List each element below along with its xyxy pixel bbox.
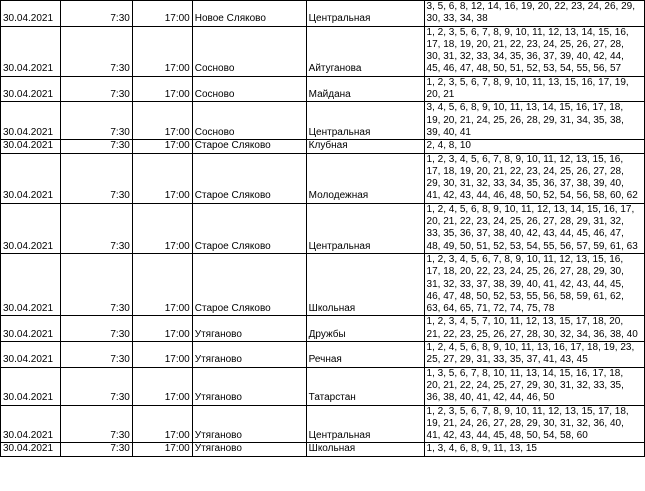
- end-time-text: 17:00: [164, 140, 190, 152]
- end-time-text: 17:00: [164, 190, 190, 202]
- date-cell: [1, 140, 61, 153]
- houses-text: 1, 2, 3, 4, 5, 6, 7, 8, 9, 10, 11, 12, 13, 15, 16, 17, 18, 20, 22, 23, 24, 25, 26, 27, 28, 29, 30, 31, 32, 33, 37, 38, 39, 40, 41, 42, 43, 44, 45, 46, 47, 48, 50, 52, 53, 55, 56, 58, 59, 61, 62, 63, 64, 65, 71, 72, 74, 75, 78: [426, 253, 624, 315]
- village-cell: [192, 140, 306, 153]
- table-row: [1, 153, 645, 203]
- start-time-text: 7:30: [110, 140, 130, 152]
- date-text: 30.04.2021: [3, 392, 54, 404]
- table-row: [1, 140, 645, 153]
- end-time-text: 17:00: [164, 89, 190, 101]
- end-time-cell: [132, 367, 192, 405]
- start-time-cell: [60, 253, 132, 315]
- date-cell: [1, 1, 61, 27]
- end-time-cell: [132, 76, 192, 102]
- village-cell: [192, 367, 306, 405]
- houses-cell: [424, 102, 644, 140]
- end-time-cell: [132, 153, 192, 203]
- village-cell: [192, 102, 306, 140]
- date-text: 30.04.2021: [3, 354, 54, 366]
- houses-cell: [424, 316, 644, 342]
- street-text: Центральная: [308, 126, 371, 138]
- street-cell: [306, 367, 424, 405]
- date-text: 30.04.2021: [3, 89, 54, 101]
- start-time-cell: [60, 367, 132, 405]
- start-time-text: 7:30: [110, 303, 130, 315]
- village-cell: [192, 76, 306, 102]
- village-cell: [192, 405, 306, 443]
- village-text: Утяганово: [194, 443, 242, 455]
- end-time-text: 17:00: [164, 430, 190, 442]
- end-time-cell: [132, 203, 192, 253]
- houses-text: 3, 5, 6, 8, 12, 14, 16, 19, 20, 22, 23, 24, 26, 29, 30, 33, 34, 38: [426, 1, 636, 25]
- street-cell: [306, 405, 424, 443]
- houses-text: 1, 2, 4, 5, 6, 8, 9, 10, 11, 13, 16, 17, 18, 19, 23, 25, 27, 29, 31, 33, 35, 37, 41, 43, 45: [426, 342, 635, 366]
- village-cell: [192, 26, 306, 76]
- date-cell: [1, 26, 61, 76]
- houses-text: 1, 3, 4, 6, 8, 9, 11, 13, 15: [426, 443, 537, 455]
- street-text: Центральная: [308, 430, 371, 442]
- street-cell: [306, 76, 424, 102]
- houses-text: 1, 2, 3, 5, 6, 7, 8, 9, 10, 11, 13, 15, 16, 17, 19, 20, 21: [426, 76, 629, 101]
- houses-text: 1, 3, 5, 6, 7, 8, 10, 11, 13, 14, 15, 16, 17, 18, 20, 21, 22, 24, 25, 27, 29, 30, 31, 32, 33, 35, 36, 38, 40, 41, 42, 44, 46, 50: [426, 367, 624, 404]
- village-cell: [192, 153, 306, 203]
- date-cell: [1, 316, 61, 342]
- end-time-text: 17:00: [164, 392, 190, 404]
- houses-text: 1, 2, 3, 4, 5, 7, 10, 11, 12, 13, 15, 17, 18, 20, 21, 22, 23, 25, 26, 27, 28, 30, 32, 34, 36, 38, 40: [426, 316, 638, 340]
- end-time-cell: [132, 405, 192, 443]
- start-time-cell: [60, 102, 132, 140]
- village-cell: [192, 443, 306, 456]
- date-text: 30.04.2021: [3, 240, 54, 252]
- start-time-text: 7:30: [110, 328, 130, 340]
- end-time-text: 17:00: [164, 63, 190, 75]
- date-text: 30.04.2021: [3, 140, 54, 152]
- start-time-text: 7:30: [110, 430, 130, 442]
- table-row: [1, 26, 645, 76]
- date-text: 30.04.2021: [3, 430, 54, 442]
- start-time-cell: [60, 153, 132, 203]
- houses-text: 3, 4, 5, 6, 8, 9, 10, 11, 13, 14, 15, 16, 17, 18, 19, 20, 21, 24, 25, 26, 28, 29, 31, 34, 35, 38, 39, 40, 41: [426, 102, 624, 138]
- houses-cell: [424, 342, 644, 368]
- table-row: [1, 253, 645, 315]
- houses-text: 1, 2, 4, 5, 6, 8, 9, 10, 11, 12, 13, 14, 15, 16, 17, 20, 21, 22, 23, 24, 25, 26, 27, 28, 29, 31, 32, 33, 35, 36, 37, 38, 40, 42, 43, 44, 45, 46, 47, 48, 49, 50, 51, 52, 53, 54, 55, 56, 57, 59, 61, 63: [426, 203, 638, 252]
- date-text: 30.04.2021: [3, 303, 54, 315]
- start-time-cell: [60, 342, 132, 368]
- village-text: Сосново: [194, 63, 235, 75]
- end-time-cell: [132, 443, 192, 456]
- end-time-cell: [132, 316, 192, 342]
- date-cell: [1, 342, 61, 368]
- table-row: [1, 342, 645, 368]
- street-cell: [306, 1, 424, 27]
- street-cell: [306, 26, 424, 76]
- houses-cell: [424, 443, 644, 456]
- start-time-cell: [60, 1, 132, 27]
- houses-cell: [424, 153, 644, 203]
- street-text: Центральная: [308, 240, 371, 252]
- start-time-text: 7:30: [110, 13, 130, 25]
- end-time-cell: [132, 253, 192, 315]
- street-cell: [306, 443, 424, 456]
- street-text: Школьная: [308, 303, 356, 315]
- start-time-text: 7:30: [110, 443, 130, 455]
- table-row: [1, 316, 645, 342]
- houses-cell: [424, 405, 644, 443]
- houses-cell: [424, 26, 644, 76]
- date-cell: [1, 253, 61, 315]
- street-text: Майдана: [308, 89, 351, 101]
- start-time-text: 7:30: [110, 240, 130, 252]
- houses-cell: [424, 1, 644, 27]
- date-text: 30.04.2021: [3, 126, 54, 138]
- village-text: Старое Сляково: [194, 140, 271, 152]
- village-text: Утяганово: [194, 430, 242, 442]
- start-time-cell: [60, 405, 132, 443]
- village-text: Сосново: [194, 89, 235, 101]
- end-time-cell: [132, 140, 192, 153]
- village-cell: [192, 1, 306, 27]
- date-cell: [1, 153, 61, 203]
- village-text: Утяганово: [194, 392, 242, 404]
- street-text: Татарстан: [308, 392, 356, 404]
- table-row: [1, 1, 645, 27]
- houses-cell: [424, 140, 644, 153]
- start-time-text: 7:30: [110, 89, 130, 101]
- street-text: Центральная: [308, 13, 371, 25]
- table-row: [1, 405, 645, 443]
- street-cell: [306, 342, 424, 368]
- street-cell: [306, 153, 424, 203]
- start-time-cell: [60, 203, 132, 253]
- street-text: Клубная: [308, 140, 348, 152]
- houses-cell: [424, 367, 644, 405]
- date-text: 30.04.2021: [3, 328, 54, 340]
- village-text: Сосново: [194, 126, 235, 138]
- date-text: 30.04.2021: [3, 190, 54, 202]
- village-cell: [192, 342, 306, 368]
- end-time-text: 17:00: [164, 13, 190, 25]
- end-time-cell: [132, 342, 192, 368]
- village-text: Утяганово: [194, 328, 242, 340]
- end-time-cell: [132, 102, 192, 140]
- street-cell: [306, 102, 424, 140]
- date-text: 30.04.2021: [3, 63, 54, 75]
- start-time-text: 7:30: [110, 354, 130, 366]
- table-row: [1, 76, 645, 102]
- date-cell: [1, 443, 61, 456]
- houses-cell: [424, 203, 644, 253]
- table-body: [1, 1, 645, 457]
- table-row: [1, 203, 645, 253]
- street-cell: [306, 203, 424, 253]
- start-time-cell: [60, 140, 132, 153]
- date-cell: [1, 367, 61, 405]
- date-text: 30.04.2021: [3, 13, 54, 25]
- houses-cell: [424, 253, 644, 315]
- end-time-cell: [132, 1, 192, 27]
- houses-text: 1, 2, 3, 4, 5, 6, 7, 8, 9, 10, 11, 12, 13, 15, 16, 17, 18, 19, 20, 21, 22, 23, 24, 25, 26, 27, 28, 29, 30, 31, 32, 33, 34, 35, 36, 37, 38, 39, 40, 41, 42, 43, 44, 46, 48, 50, 52, 54, 56, 58, 60, 62: [426, 153, 638, 202]
- end-time-text: 17:00: [164, 303, 190, 315]
- end-time-text: 17:00: [164, 328, 190, 340]
- table-row: [1, 443, 645, 456]
- date-cell: [1, 203, 61, 253]
- street-text: Дружбы: [308, 328, 346, 340]
- village-text: Старое Сляково: [194, 190, 271, 202]
- street-text: Айтуганова: [308, 63, 362, 75]
- street-cell: [306, 140, 424, 153]
- date-cell: [1, 102, 61, 140]
- street-cell: [306, 253, 424, 315]
- date-cell: [1, 76, 61, 102]
- end-time-cell: [132, 26, 192, 76]
- street-text: Школьная: [308, 443, 356, 455]
- end-time-text: 17:00: [164, 443, 190, 455]
- end-time-text: 17:00: [164, 126, 190, 138]
- date-text: 30.04.2021: [3, 443, 54, 455]
- date-cell: [1, 405, 61, 443]
- street-text: Речная: [308, 354, 342, 366]
- village-text: Старое Сляково: [194, 240, 271, 252]
- village-text: Новое Сляково: [194, 13, 266, 25]
- start-time-cell: [60, 443, 132, 456]
- street-text: Молодежная: [308, 190, 369, 202]
- start-time-cell: [60, 316, 132, 342]
- village-cell: [192, 253, 306, 315]
- start-time-text: 7:30: [110, 63, 130, 75]
- houses-text: 1, 2, 3, 5, 6, 7, 8, 9, 10, 11, 12, 13, 15, 17, 18, 19, 21, 24, 26, 27, 28, 29, 30, 31, 32, 36, 40, 41, 42, 43, 44, 45, 48, 50, 54, 58, 60: [426, 405, 629, 442]
- end-time-text: 17:00: [164, 240, 190, 252]
- end-time-text: 17:00: [164, 354, 190, 366]
- village-text: Старое Сляково: [194, 303, 271, 315]
- houses-text: 1, 2, 3, 5, 6, 7, 8, 9, 10, 11, 12, 13, 14, 15, 16, 17, 18, 19, 20, 21, 22, 23, 24, 25, 26, 27, 28, 30, 31, 32, 33, 34, 35, 36, 37, 39, 40, 42, 44, 45, 46, 47, 48, 50, 51, 52, 53, 54, 55, 56, 57: [426, 26, 629, 75]
- village-text: Утяганово: [194, 354, 242, 366]
- table-row: [1, 367, 645, 405]
- start-time-cell: [60, 26, 132, 76]
- start-time-text: 7:30: [110, 190, 130, 202]
- houses-text: 2, 4, 8, 10: [426, 140, 471, 152]
- houses-cell: [424, 76, 644, 102]
- village-cell: [192, 316, 306, 342]
- start-time-text: 7:30: [110, 392, 130, 404]
- table-row: [1, 102, 645, 140]
- village-cell: [192, 203, 306, 253]
- start-time-text: 7:30: [110, 126, 130, 138]
- start-time-cell: [60, 76, 132, 102]
- street-cell: [306, 316, 424, 342]
